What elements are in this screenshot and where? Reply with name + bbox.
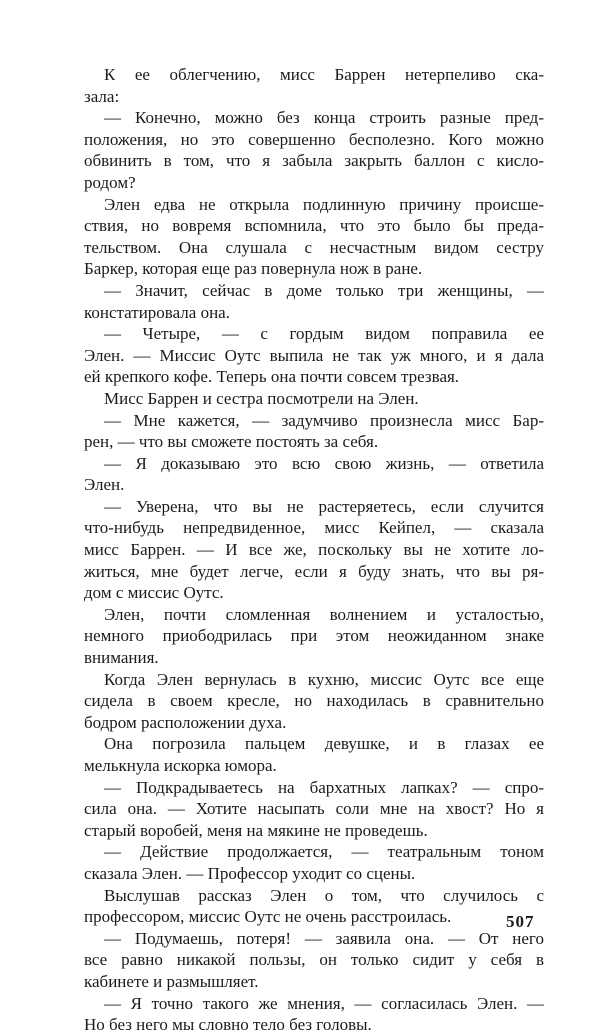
text-line: внимания. [84,648,159,668]
text-line: — Мне кажется, — задумчиво произнесла мисс Бар- [104,410,544,430]
text-line: ей крепкого кофе. Теперь она почти совсем трезвая. [84,367,460,387]
text-line: — Значит, сейчас в доме только три женщины, — [104,280,544,300]
text-line: Выслушав рассказ Элен о том, что случилось с [104,885,544,905]
text-line: немного приободрилась при этом неожиданном знаке [84,626,544,646]
text-line: Элен. [84,475,125,495]
text-line: мелькнула искорка юмора. [84,756,277,775]
text-line: — Уверена, что вы не растеряетесь, если случится [104,496,544,516]
text-line: все равно никакой пользы, он только сидит у себя в [84,950,544,970]
text-line: сидела в своем кресле, но находилась в сравнительно [84,691,544,711]
text-line: — Подумаешь, потеря! — заявила она. — От него [104,928,544,948]
text-line: — Конечно, можно без конца строить разные пред- [104,108,544,128]
text-line: Но без него мы словно тело без головы. [84,1015,372,1035]
text-line: дом с миссис Оутс. [84,583,224,603]
text-line: положения, но это совершенно бесполезно. Кого можно [84,129,544,149]
text-line: что-нибудь непредвиденное, мисс Кейпел, — сказала [84,518,544,538]
text-line: рен, — что вы сможете постоять за себя. [84,432,379,452]
text-line: старый воробей, меня на мякине не проведешь. [84,820,428,840]
text-line: Мисс Баррен и сестра посмотрели на Элен. [104,388,419,408]
text-line: бодром расположении духа. [84,712,287,732]
text-line: зала: [84,86,120,106]
text-line: тельством. Она слушала с несчастным видом сестру [84,237,544,257]
text-line: — Действие продолжается, — театральным тоном [104,842,544,862]
text-line: мисс Баррен. — И все же, поскольку вы не хотите ло- [84,540,544,560]
text-line: житься, мне будет легче, если я буду знать, что вы ря- [84,561,544,581]
text-line: сила она. — Хотите насыпать соли мне на хвост? Но я [84,799,544,819]
text-line: кабинете и размышляет. [84,971,259,991]
text-line: ствия, но вовремя вспомнила, что это было бы преда- [84,216,544,236]
text-line: — Я доказываю это всю свою жизнь, — ответила [104,453,544,473]
text-line: — Подкрадываетесь на бархатных лапках? — спро- [104,777,544,797]
text-line: Элен едва не открыла подлинную причину происше- [104,194,544,214]
text-line: Элен. — Миссис Оутс выпила не так уж много, и я дала [84,345,544,365]
text-line: обвинить в том, что я забыла закрыть баллон с кисло- [84,151,544,171]
text-line: Элен, почти сломленная волнением и усталостью, [104,604,544,624]
text-line: родом? [84,172,136,192]
page-number: 507 [506,912,535,931]
text-line: сказала Элен. — Профессор уходит со сцены. [84,863,416,883]
text-line: Она погрозила пальцем девушке, и в глазах ее [104,734,544,754]
text-line: Баркер, которая еще раз повернула нож в ране. [84,259,423,279]
text-line: — Четыре, — с гордым видом поправила ее [104,324,544,344]
text-line: Когда Элен вернулась в кухню, миссис Оутс все еще [104,669,544,689]
text-line: — Я точно такого же мнения, — согласилась Элен. — [104,993,544,1013]
text-line: констатировала она. [84,302,230,322]
body-text [84,64,544,1036]
text-line: профессором, миссис Оутс не очень расстроилась. [84,907,452,927]
text-line: К ее облегчению, мисс Баррен нетерпеливо ска- [104,65,544,84]
